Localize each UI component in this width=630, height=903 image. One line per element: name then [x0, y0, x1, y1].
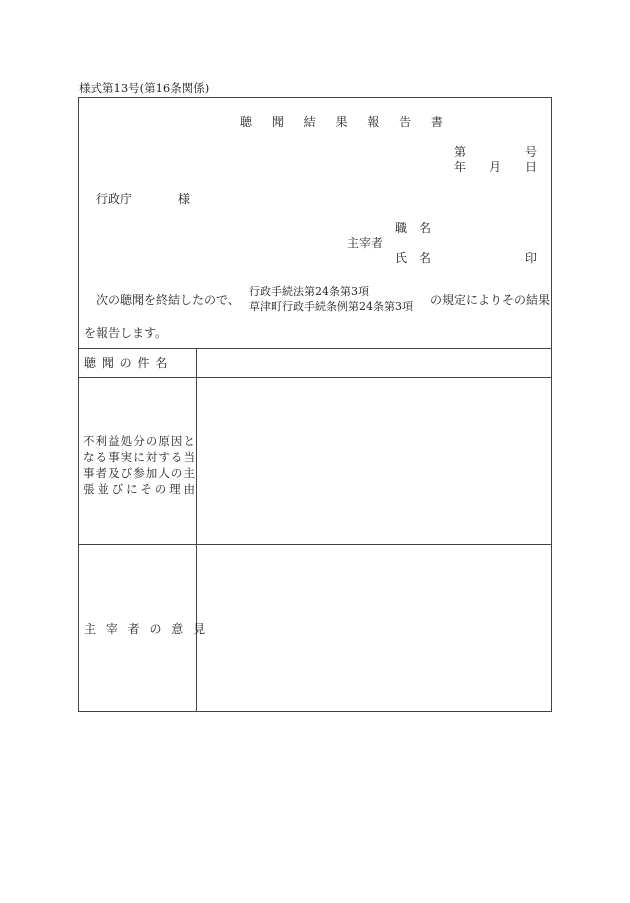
body-continuation: を報告します。 [84, 326, 168, 340]
seal-mark: 印 [525, 251, 538, 265]
row-divider [79, 377, 551, 378]
name-label: 氏 名 [395, 251, 432, 265]
date-month: 月 [489, 160, 502, 174]
form-number: 様式第13号(第16条関係) [79, 81, 210, 95]
date-day: 日 [525, 160, 538, 174]
body-suffix: の規定によりその結果 [430, 293, 551, 307]
label-line: 不利益処分の原因と [83, 434, 195, 448]
claims-reasons-value[interactable] [201, 383, 546, 538]
body-intro: 次の聴聞を終結したので、 [96, 293, 240, 307]
claims-reasons-label [83, 433, 195, 497]
number-prefix: 第 [454, 145, 467, 159]
hearing-subject-label: 聴 聞 の 件 名 [84, 356, 168, 370]
report-form [78, 97, 552, 712]
presider-label: 主宰者 [347, 236, 384, 250]
column-divider [196, 348, 197, 711]
document-title: 聴 聞 結 果 報 告 書 [240, 115, 451, 129]
label-line: 張並びにその理由 [83, 482, 195, 496]
row-divider [79, 544, 551, 545]
label-line: なる事実に対する当 [83, 450, 195, 464]
hearing-subject-value[interactable] [201, 357, 546, 371]
date-year: 年 [454, 160, 467, 174]
number-suffix: 号 [525, 145, 538, 159]
presider-opinion-label: 主 宰 者 の 意 見 [84, 622, 206, 636]
law-reference-1: 行政手続法第24条第3項 [249, 285, 369, 298]
presider-opinion-value[interactable] [201, 550, 546, 705]
position-label: 職 名 [395, 221, 432, 235]
table-top-border [79, 348, 551, 349]
addressee-name: 行政庁 [96, 192, 133, 206]
addressee-honorific: 様 [178, 192, 191, 206]
label-line: 事者及び参加人の主 [83, 466, 195, 480]
law-reference-2: 草津町行政手続条例第24条第3項 [249, 300, 413, 313]
